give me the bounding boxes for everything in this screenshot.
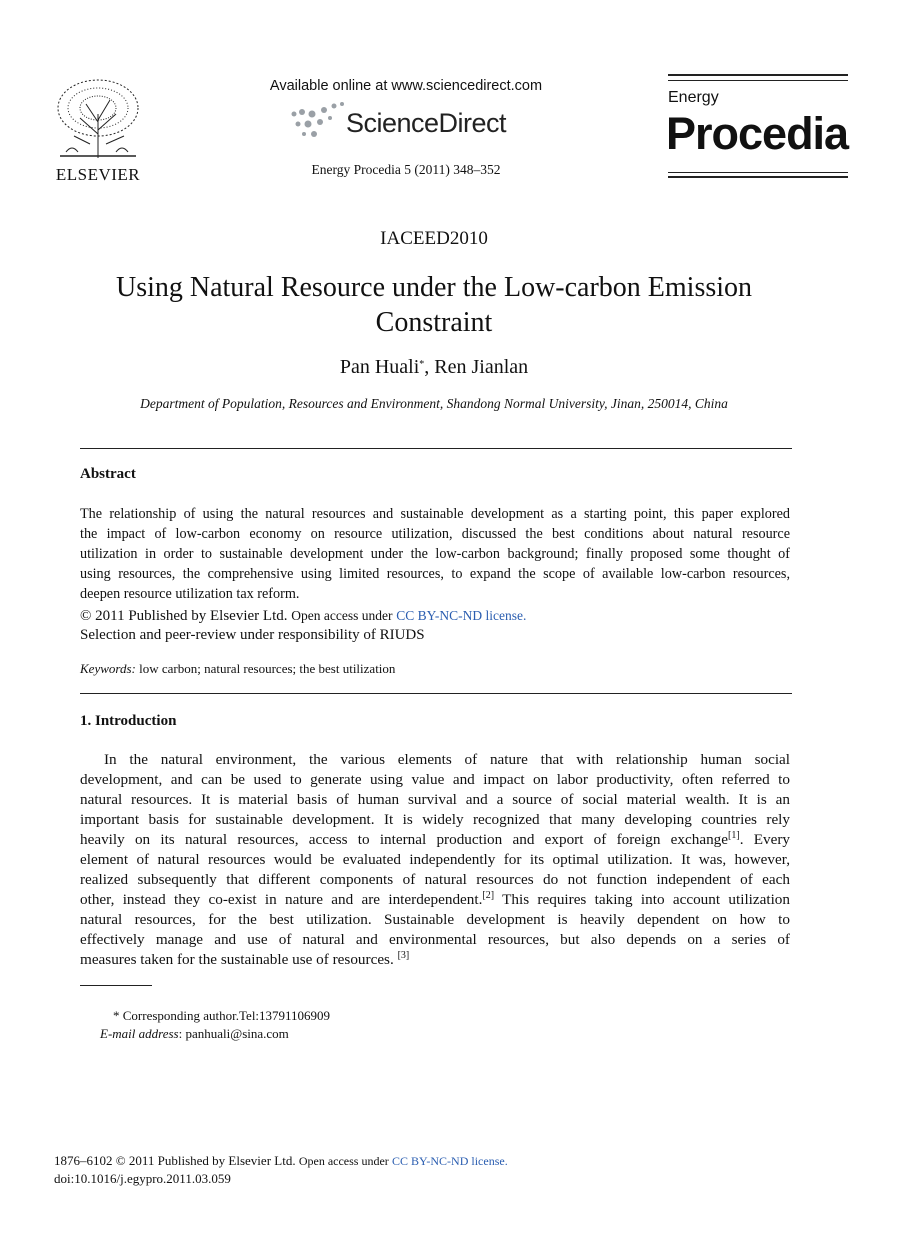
corresponding-author-mark: * [419,359,425,370]
footer-open-access: Open access under [298,1154,389,1168]
email-label: E-mail address [100,1026,179,1041]
intro-line [80,850,790,870]
intro-line-text: other, instead they co-exist in nature and are interdependent. [80,891,483,908]
intro-line-text: heavily on its natural resources, access to internal production and export of foreign exchange [80,831,729,848]
intro-line-after: This requires taking into account utilization [494,891,790,908]
elsevier-logo [50,74,146,184]
abstract-line: using resources, the comprehensive using limited resources, to expand the scope of available low-carbon resources, [80,566,790,582]
selection-line: Selection and peer-review under responsibility of RIUDS [80,627,425,643]
intro-line [80,790,790,810]
divider-top [80,448,792,449]
intro-line-text: In the natural environment, the various elements of nature that with relationship human social [104,751,790,768]
keywords-label: Keywords: [80,661,136,676]
elsevier-wordmark: ELSEVIER [55,165,141,184]
abstract-line: the impact of low-carbon economy on resource utilization, discussed the best conditions about natural resource [80,526,790,542]
intro-line [80,870,790,890]
reference-mark[interactable]: [1] [728,830,740,841]
abstract-heading: Abstract [80,466,136,482]
footnote-email [100,1026,289,1042]
license-link[interactable]: CC BY-NC-ND license. [396,608,527,623]
intro-line-text: measures taken for the sustainable use of resources. [80,951,394,968]
abstract-line: deepen resource utilization tax reform. [80,586,300,602]
reference-mark[interactable]: [3] [397,950,410,961]
author-pan-huali: Pan Huali [339,356,420,378]
sciencedirect-logo [288,100,528,144]
elsevier-tree-icon [50,74,146,160]
intro-line [80,890,790,910]
intro-line [80,910,790,930]
copyright-text: © 2011 Published by Elsevier Ltd. [80,608,288,624]
intro-line-text: realized subsequently that different components of natural resources do not function independent of each [80,871,790,888]
intro-line [80,950,790,970]
introduction-body [80,750,790,970]
footer-issn: 1876–6102 © 2011 Published by Elsevier Ltd. [54,1153,296,1168]
abstract-body [80,504,790,604]
paper-title-line-1: Using Natural Resource under the Low-carbon Emission [115,272,753,303]
journal-citation: Energy Procedia 5 (2011) 348–352 [311,162,501,177]
keywords-text: low carbon; natural resources; the best utilization [135,661,396,676]
paper-title [0,270,868,340]
author-separator: , [424,356,435,378]
intro-line-after: . Every [739,831,790,848]
journal-name-small: Energy [668,89,719,106]
intro-line-text: natural resources, for the best utilization. Sustainable development is heavily dependent on how to [80,911,790,928]
keywords-line [80,661,395,677]
intro-line-text: development, and can be used to generate using value and impact on labor productivity, often referred to [80,771,790,788]
affiliation: Department of Population, Resources and Environment, Shandong Normal University, Jinan, 250014, China [140,396,728,411]
copyright-line [80,608,526,625]
intro-line [80,810,790,830]
intro-line [80,930,790,950]
energy-procedia-logo [668,74,848,178]
conference-name: IACEED2010 [380,228,488,249]
reference-mark[interactable]: [2] [482,890,495,901]
intro-line [80,830,790,850]
intro-line-text: effectively manage and use of natural and environmental resources, but also depends on a series of [80,931,790,948]
intro-line-text: important basis for sustainable development. It is widely recognized that many developing countries rely [80,811,790,828]
intro-line [80,750,790,770]
intro-line-text: natural resources. It is material basis of human survival and a source of social material wealth. It is an [80,791,790,808]
footer-license-link[interactable]: CC BY-NC-ND license. [392,1154,508,1168]
available-online-text: Available online at www.sciencedirect.com [269,78,543,94]
sciencedirect-dots-icon [288,100,348,140]
footer-issn-line [54,1153,508,1169]
intro-line [80,770,790,790]
email-address[interactable]: : panhuali@sina.com [178,1026,289,1041]
sciencedirect-wordmark: ScienceDirect [346,108,507,138]
open-access-text: Open access under [291,608,393,623]
abstract-line: utilization in order to sustainable development under the low-carbon background; finally proposed some thought of [80,546,790,562]
footer-doi: doi:10.1016/j.egypro.2011.03.059 [54,1171,231,1186]
divider-bottom [80,693,792,694]
introduction-heading: 1. Introduction [80,713,177,729]
footnote-rule [80,985,152,986]
author-list [0,356,868,379]
intro-line-text: element of natural resources would be evaluated independently for its optimal utilization. It was, however, [80,851,790,868]
paper-title-line-2: Constraint [375,307,493,338]
footnote-corresponding: * Corresponding author.Tel:13791106909 [113,1008,331,1023]
author-ren-jianlan: Ren Jianlan [434,356,529,378]
journal-name-big: Procedia [666,108,849,159]
abstract-line: The relationship of using the natural resources and sustainable development as a starting point, this paper explored [80,506,790,522]
